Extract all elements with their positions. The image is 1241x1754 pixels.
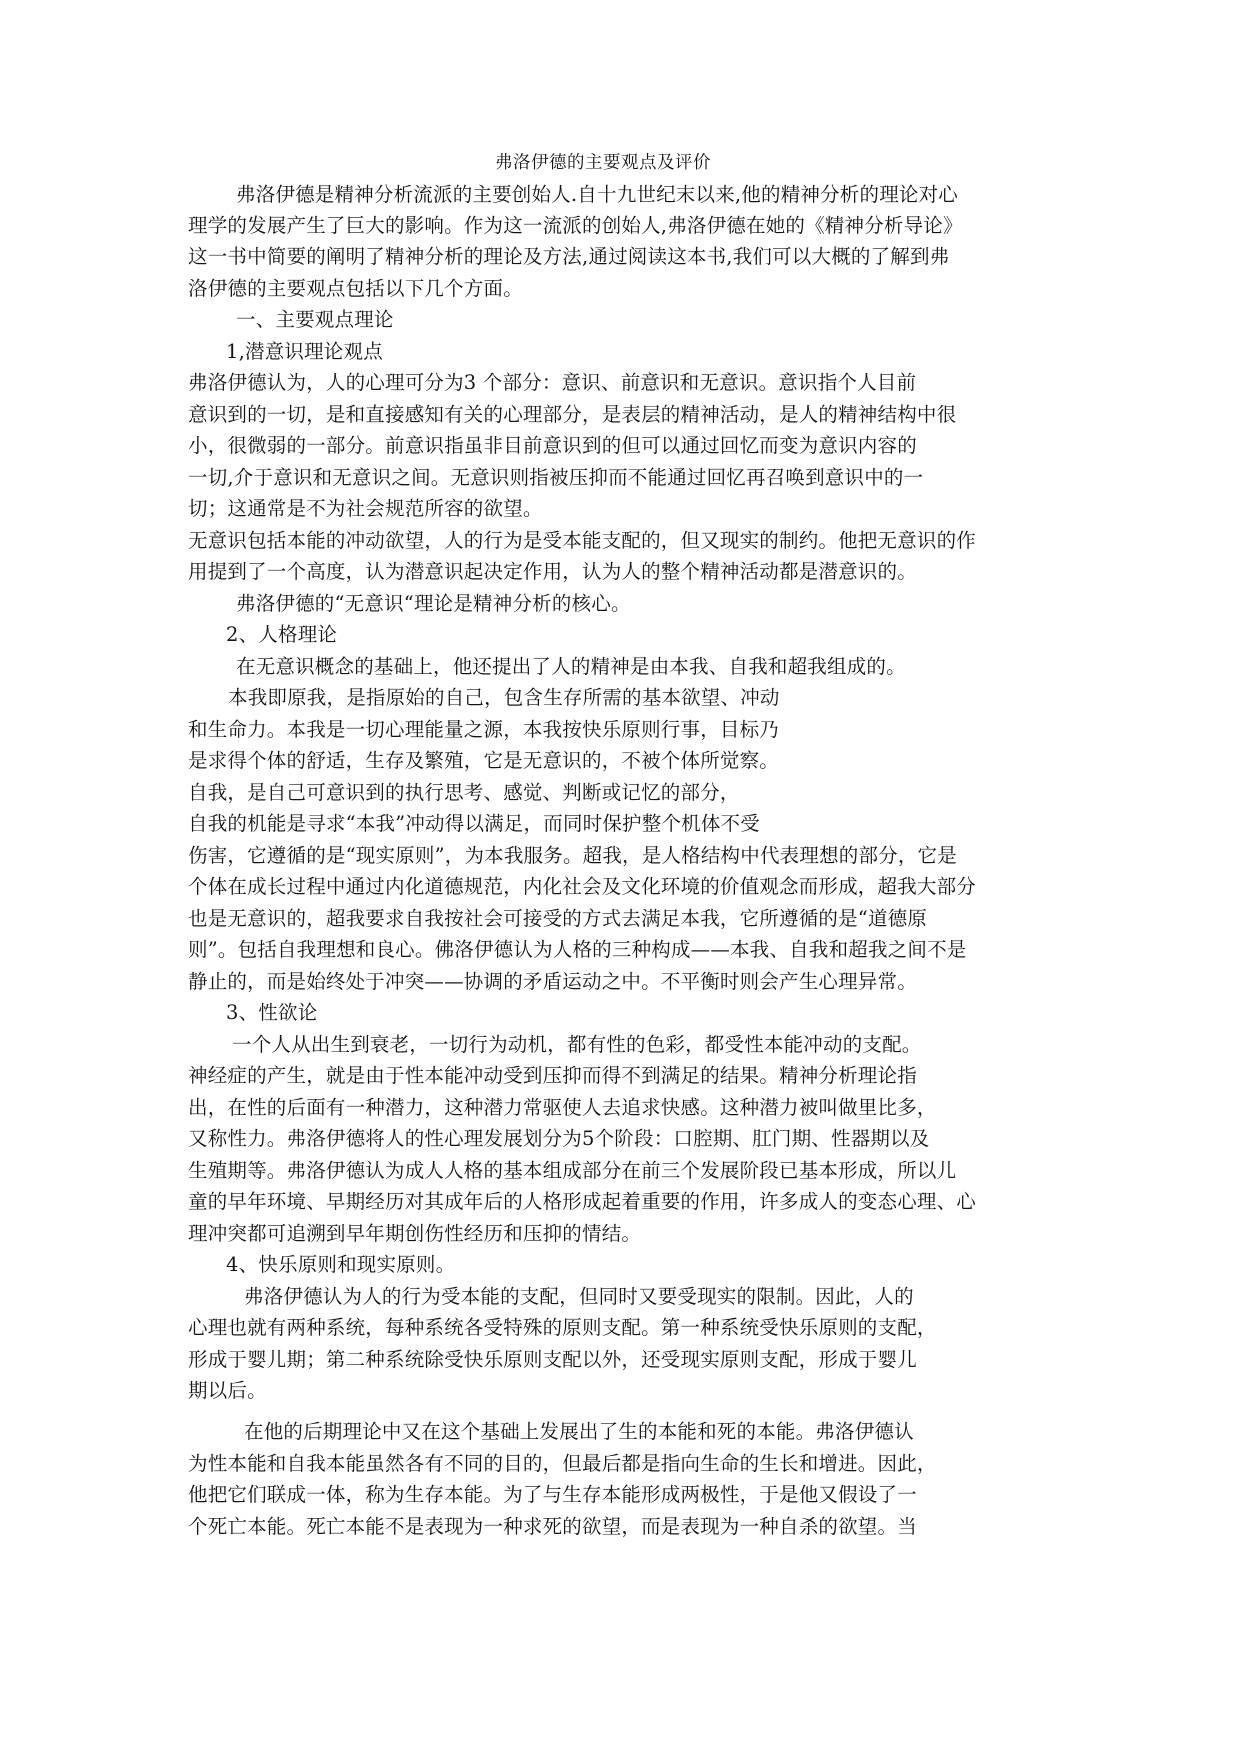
text-line: 理学的发展产生了巨大的影响。作为这一流派的创始人,弗洛伊德在她的《精神分析导论》 bbox=[188, 214, 963, 237]
text-line: 心理也就有两种系统，每种系统各受特殊的原则支配。第一种系统受快乐原则的支配， bbox=[188, 1316, 937, 1339]
text-line: 他把它们联成一体，称为生存本能。为了与生存本能形成两极性，于是他又假设了一 bbox=[188, 1483, 917, 1506]
text-line: 伤害，它遵循的是“现实原则”，为本我服务。超我，是人格结构中代表理想的部分，它是 bbox=[188, 844, 957, 867]
text-line: 个体在成长过程中通过内化道德规范，内化社会及文化环境的价值观念而形成，超我大部分 bbox=[188, 875, 977, 898]
text-line: 意识到的一切，是和直接感知有关的心理部分，是表层的精神活动，是人的精神结构中很 bbox=[188, 403, 957, 426]
text-line: 用提到了一个高度，认为潜意识起决定作用，认为人的整个精神活动都是潜意识的。 bbox=[188, 560, 917, 583]
text-line: 出，在性的后面有一种潜力，这种潜力常驱使人去追求快感。这种潜力被叫做里比多， bbox=[188, 1096, 937, 1119]
text-line: 这一书中简要的阐明了精神分析的理论及方法,通过阅读这本书,我们可以大概的了解到弗 bbox=[188, 245, 950, 268]
text-line: 为性本能和自我本能虽然各有不同的目的，但最后都是指向生命的生长和增进。因此， bbox=[188, 1452, 937, 1475]
text-line: 形成于婴儿期；第二种系统除受快乐原则支配以外，还受现实原则支配，形成于婴儿 bbox=[188, 1348, 917, 1371]
text-line: 一切,介于意识和无意识之间。无意识则指被压抑而不能通过回忆再召唤到意识中的一 bbox=[188, 466, 924, 489]
text-line: 在无意识概念的基础上，他还提出了人的精神是由本我、自我和超我组成的。 bbox=[236, 655, 906, 678]
text-line: 和生命力。本我是一切心理能量之源，本我按快乐原则行事，目标乃 bbox=[188, 718, 780, 741]
text-line: 则”。包括自我理想和良心。佛洛伊德认为人格的三种构成——本我、自我和超我之间不是 bbox=[188, 938, 967, 961]
text-line: 弗洛伊德的“无意识“理论是精神分析的核心。 bbox=[236, 592, 631, 615]
document-title: 弗洛伊德的主要观点及评价 bbox=[495, 153, 711, 173]
text-line: 弗洛伊德认为人的行为受本能的支配，但同时又要受现实的限制。因此，人的 bbox=[244, 1285, 914, 1308]
text-line: 神经症的产生，就是由于性本能冲动受到压抑而得不到满足的结果。精神分析理论指 bbox=[188, 1064, 917, 1087]
text-line: 本我即原我，是指原始的自己，包含生存所需的基本欲望、冲动 bbox=[228, 686, 780, 709]
text-line: 静止的，而是始终处于冲突——协调的矛盾运动之中。不平衡时则会产生心理异常。 bbox=[188, 970, 917, 993]
text-line: 童的早年环境、早期经历对其成年后的人格形成起着重要的作用，许多成人的变态心理、心 bbox=[188, 1190, 977, 1213]
text-line: 生殖期等。弗洛伊德认为成人人格的基本组成部分在前三个发展阶段已基本形成，所以儿 bbox=[188, 1159, 957, 1182]
text-line: 理冲突都可追溯到早年期创伤性经历和压抑的情结。 bbox=[188, 1222, 642, 1245]
text-line: 是求得个体的舒适，生存及繁殖，它是无意识的，不被个体所觉察。 bbox=[188, 749, 780, 772]
text-line: 个死亡本能。死亡本能不是表现为一种求死的欲望，而是表现为一种自杀的欲望。当 bbox=[188, 1515, 917, 1538]
text-line: 无意识包括本能的冲动欲望，人的行为是受本能支配的，但又现实的制约。他把无意识的作 bbox=[188, 529, 977, 552]
text-line: 又称性力。弗洛伊德将人的性心理发展划分为5个阶段：口腔期、肛门期、性器期以及 bbox=[188, 1127, 930, 1150]
text-line: 一个人从出生到衰老，一切行为动机，都有性的色彩，都受性本能冲动的支配。 bbox=[232, 1033, 922, 1056]
section-heading: 一、主要观点理论 bbox=[236, 308, 394, 331]
subsection-heading: 2、人格理论 bbox=[226, 623, 338, 646]
text-line: 在他的后期理论中又在这个基础上发展出了生的本能和死的本能。弗洛伊德认 bbox=[244, 1420, 914, 1443]
text-line: 弗洛伊德是精神分析流派的主要创始人.自十九世纪末以来,他的精神分析的理论对心 bbox=[236, 183, 958, 206]
text-line: 自我，是自己可意识到的执行思考、感觉、判断或记忆的部分， bbox=[188, 781, 740, 804]
text-line: 切；这通常是不为社会规范所容的欲望。 bbox=[188, 497, 543, 520]
subsection-heading: 1,潜意识理论观点 bbox=[226, 340, 383, 363]
subsection-heading: 4、快乐原则和现实原则。 bbox=[226, 1253, 456, 1276]
text-line: 洛伊德的主要观点包括以下几个方面。 bbox=[188, 277, 523, 300]
text-line: 小，很微弱的一部分。前意识指虽非目前意识到的但可以通过回忆而变为意识内容的 bbox=[188, 434, 917, 457]
subsection-heading: 3、性欲论 bbox=[226, 1001, 318, 1024]
text-line: 自我的机能是寻求“本我”冲动得以满足，而同时保护整个机体不受 bbox=[188, 812, 760, 835]
text-line: 弗洛伊德认为，人的心理可分为3 个部分：意识、前意识和无意识。意识指个人目前 bbox=[188, 371, 917, 394]
text-line: 也是无意识的，超我要求自我按社会可接受的方式去满足本我，它所遵循的是“道德原 bbox=[188, 907, 928, 930]
text-line: 期以后。 bbox=[188, 1379, 267, 1402]
